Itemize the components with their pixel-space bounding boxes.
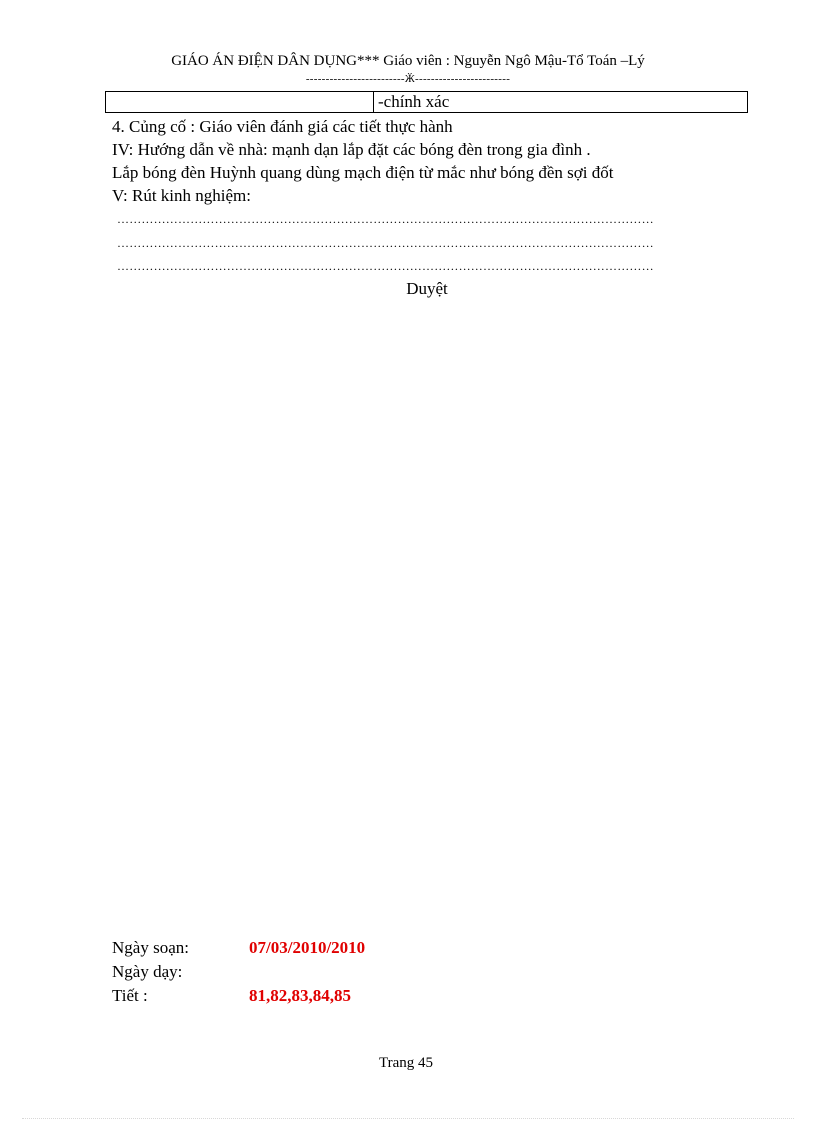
homework-detail-line: Lắp bóng đèn Huỳnh quang dùng mạch điện từ mắc như bóng đền sợi đốt [112, 163, 614, 182]
page-header-title: GIÁO ÁN ĐIỆN DÂN DỤNG*** Giáo viên : Nguyễn Ngô Mậu-Tổ Toán –Lý [171, 53, 645, 69]
prep-date-value: 07/03/2010/2010 [249, 938, 366, 957]
header-separator: -------------------------Ӂ------------------------ [305, 73, 511, 85]
approval-label: Duyệt [406, 279, 448, 298]
prep-date-label: Ngày soạn: [112, 938, 189, 957]
table-row [105, 91, 748, 113]
footer-rule [22, 1118, 794, 1119]
dotted-line-2: …………………………………………………………………………………………………………………… [117, 236, 654, 250]
teach-date-label: Ngày dạy: [112, 962, 183, 981]
dotted-line-1: …………………………………………………………………………………………………………………… [117, 212, 654, 226]
period-value: 81,82,83,84,85 [249, 986, 351, 1005]
experience-heading: V: Rút kinh nghiệm: [112, 186, 251, 205]
consolidation-line: 4. Củng cố : Giáo viên đánh giá các tiết thực hành [112, 117, 453, 136]
dotted-line-3: …………………………………………………………………………………………………………………… [117, 259, 654, 273]
page-number: Trang 45 [378, 1055, 434, 1071]
table-cell-right: -chính xác [378, 92, 450, 111]
table-cell-left [106, 92, 374, 112]
homework-line: IV: Hướng dẫn về nhà: mạnh dạn lắp đặt các bóng đèn trong gia đình . [112, 140, 591, 159]
period-label: Tiết : [112, 986, 148, 1005]
